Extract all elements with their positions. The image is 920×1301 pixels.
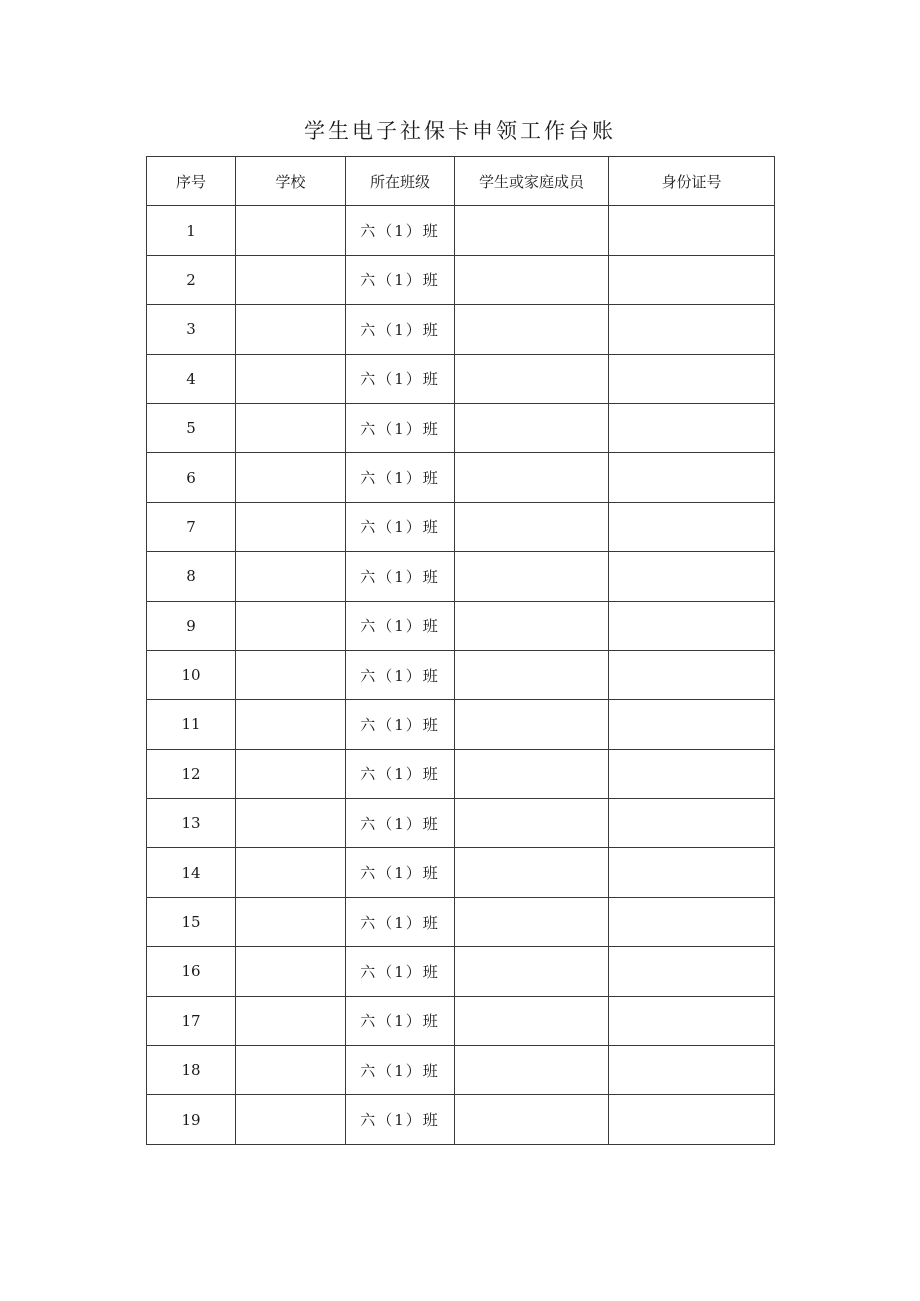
cell-member: [455, 848, 609, 897]
page-title: 学生电子社保卡申领工作台账: [304, 119, 616, 143]
cell-member: [455, 749, 609, 798]
cell-school: [236, 799, 346, 848]
cell-class: 六（1）班: [346, 1046, 455, 1095]
cell-member: [455, 947, 609, 996]
cell-class: 六（1）班: [346, 996, 455, 1045]
cell-no: 4: [147, 354, 236, 403]
cell-id-number: [609, 1095, 775, 1144]
cell-no: 16: [147, 947, 236, 996]
cell-school: [236, 601, 346, 650]
header-class: 所在班级: [346, 157, 455, 206]
cell-no: 3: [147, 305, 236, 354]
cell-member: [455, 1095, 609, 1144]
cell-no: 7: [147, 502, 236, 551]
cell-id-number: [609, 354, 775, 403]
table-row: [147, 799, 775, 848]
cell-id-number: [609, 502, 775, 551]
table-row: [147, 255, 775, 304]
table-row: [147, 1095, 775, 1144]
cell-id-number: [609, 799, 775, 848]
cell-school: [236, 354, 346, 403]
cell-class: 六（1）班: [346, 897, 455, 946]
cell-class: 六（1）班: [346, 650, 455, 699]
cell-member: [455, 453, 609, 502]
cell-class: 六（1）班: [346, 354, 455, 403]
cell-id-number: [609, 996, 775, 1045]
cell-id-number: [609, 601, 775, 650]
cell-no: 5: [147, 403, 236, 452]
table-row: [147, 305, 775, 354]
cell-no: 1: [147, 206, 236, 255]
table-row: [147, 996, 775, 1045]
table-row: [147, 700, 775, 749]
table-row: [147, 206, 775, 255]
header-no: 序号: [147, 157, 236, 206]
cell-id-number: [609, 1046, 775, 1095]
cell-school: [236, 502, 346, 551]
cell-class: 六（1）班: [346, 700, 455, 749]
cell-school: [236, 453, 346, 502]
cell-school: [236, 403, 346, 452]
table-header: [147, 157, 775, 206]
table-row: [147, 897, 775, 946]
cell-class: 六（1）班: [346, 947, 455, 996]
cell-id-number: [609, 305, 775, 354]
cell-member: [455, 650, 609, 699]
table-row: [147, 403, 775, 452]
cell-no: 8: [147, 552, 236, 601]
cell-no: 6: [147, 453, 236, 502]
table-row: [147, 848, 775, 897]
cell-member: [455, 502, 609, 551]
table-row: [147, 502, 775, 551]
cell-id-number: [609, 848, 775, 897]
cell-member: [455, 354, 609, 403]
cell-school: [236, 1095, 346, 1144]
cell-class: 六（1）班: [346, 799, 455, 848]
cell-no: 18: [147, 1046, 236, 1095]
cell-no: 11: [147, 700, 236, 749]
cell-school: [236, 897, 346, 946]
header-school: 学校: [236, 157, 346, 206]
cell-member: [455, 601, 609, 650]
cell-no: 12: [147, 749, 236, 798]
table-row: [147, 749, 775, 798]
cell-member: [455, 305, 609, 354]
cell-no: 13: [147, 799, 236, 848]
cell-member: [455, 897, 609, 946]
cell-member: [455, 403, 609, 452]
cell-class: 六（1）班: [346, 1095, 455, 1144]
cell-id-number: [609, 947, 775, 996]
ledger-table: [146, 156, 775, 1145]
cell-school: [236, 305, 346, 354]
cell-id-number: [609, 403, 775, 452]
cell-no: 15: [147, 897, 236, 946]
cell-member: [455, 206, 609, 255]
cell-id-number: [609, 897, 775, 946]
cell-class: 六（1）班: [346, 848, 455, 897]
cell-class: 六（1）班: [346, 502, 455, 551]
cell-class: 六（1）班: [346, 403, 455, 452]
cell-school: [236, 206, 346, 255]
cell-no: 14: [147, 848, 236, 897]
cell-school: [236, 552, 346, 601]
cell-school: [236, 996, 346, 1045]
cell-school: [236, 848, 346, 897]
table-body: [147, 206, 775, 1144]
cell-class: 六（1）班: [346, 255, 455, 304]
table-row: [147, 601, 775, 650]
cell-class: 六（1）班: [346, 749, 455, 798]
cell-class: 六（1）班: [346, 453, 455, 502]
cell-id-number: [609, 650, 775, 699]
cell-member: [455, 1046, 609, 1095]
cell-member: [455, 996, 609, 1045]
cell-member: [455, 700, 609, 749]
cell-id-number: [609, 453, 775, 502]
cell-class: 六（1）班: [346, 552, 455, 601]
cell-member: [455, 255, 609, 304]
table-row: [147, 650, 775, 699]
header-id-number: 身份证号: [609, 157, 775, 206]
cell-class: 六（1）班: [346, 206, 455, 255]
cell-school: [236, 255, 346, 304]
cell-school: [236, 1046, 346, 1095]
cell-no: 10: [147, 650, 236, 699]
cell-id-number: [609, 749, 775, 798]
cell-no: 17: [147, 996, 236, 1045]
cell-school: [236, 700, 346, 749]
cell-id-number: [609, 206, 775, 255]
header-row: [147, 157, 775, 206]
cell-no: 2: [147, 255, 236, 304]
cell-school: [236, 749, 346, 798]
header-member: 学生或家庭成员: [455, 157, 609, 206]
table-row: [147, 453, 775, 502]
cell-id-number: [609, 552, 775, 601]
cell-no: 19: [147, 1095, 236, 1144]
cell-member: [455, 799, 609, 848]
cell-no: 9: [147, 601, 236, 650]
cell-member: [455, 552, 609, 601]
table-row: [147, 947, 775, 996]
table-row: [147, 354, 775, 403]
table-row: [147, 1046, 775, 1095]
cell-school: [236, 947, 346, 996]
cell-class: 六（1）班: [346, 305, 455, 354]
table-row: [147, 552, 775, 601]
cell-id-number: [609, 255, 775, 304]
cell-class: 六（1）班: [346, 601, 455, 650]
cell-id-number: [609, 700, 775, 749]
cell-school: [236, 650, 346, 699]
